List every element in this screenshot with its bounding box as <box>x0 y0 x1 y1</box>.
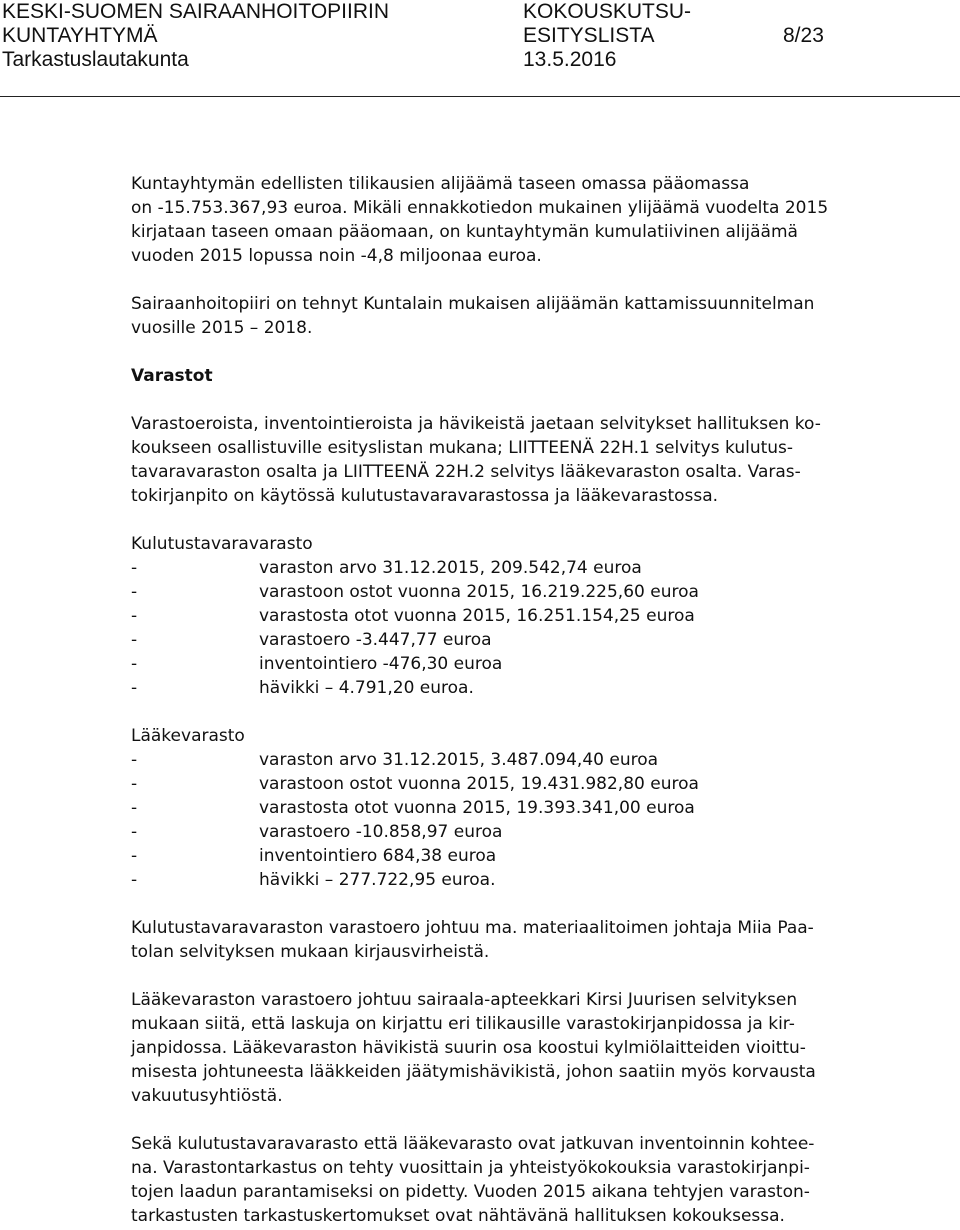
text-line: janpidossa. Lääkevaraston hävikistä suurin osa koostui kylmiölaitteiden vioittu- <box>131 1038 806 1058</box>
paragraph-consumables-difference <box>131 916 941 964</box>
document-body <box>131 172 941 1228</box>
text-line: vuoden 2015 lopussa noin -4,8 miljoonaa euroa. <box>131 246 542 266</box>
document-header <box>0 0 960 98</box>
header-doc-type-1: KOKOUSKUTSU- <box>523 0 692 23</box>
text-line: tokirjanpito on käytössä kulutustavaravarastossa ja lääkevarastossa. <box>131 486 719 506</box>
header-doc-type-2: ESITYSLISTA <box>523 24 655 47</box>
text-line: misesta johtuneesta lääkkeiden jäätymishävikistä, johon saatiin myös korvausta <box>131 1062 816 1082</box>
paragraph-deficit <box>131 172 941 268</box>
list-item: - varaston arvo 31.12.2015, 3.487.094,40 euroa <box>131 750 659 770</box>
list-item: - hävikki – 4.791,20 euroa. <box>131 678 474 698</box>
header-org-type: KUNTAYHTYMÄ <box>2 24 158 47</box>
list-item: - varastosta otot vuonna 2015, 16.251.154,25 euroa <box>131 606 695 626</box>
consumables-list <box>131 556 941 700</box>
section-heading: Varastot <box>131 366 213 386</box>
text-line: Varastoeroista, inventointieroista ja hävikeistä jaetaan selvitykset hallituksen ko- <box>131 414 821 434</box>
paragraph-coverage-plan <box>131 292 941 340</box>
text-line: koukseen osallistuville esityslistan mukana; LIITTEENÄ 22H.1 selvitys kulutus- <box>131 438 794 458</box>
header-divider <box>0 96 960 97</box>
text-line: Sairaanhoitopiiri on tehnyt Kuntalain mukaisen alijäämän kattamissuunnitelman <box>131 294 815 314</box>
header-date: 13.5.2016 <box>523 48 617 71</box>
text-line: na. Varastontarkastus on tehty vuosittain ja yhteistyökokouksia varastokirjanpi- <box>131 1158 810 1178</box>
pharmacy-list <box>131 748 941 892</box>
list-item: - inventointiero 684,38 euroa <box>131 846 497 866</box>
text-line: Sekä kulutustavaravarasto että lääkevarasto ovat jatkuvan inventoinnin kohtee- <box>131 1134 815 1154</box>
paragraph-continuous-inventory <box>131 1132 941 1228</box>
list-title-consumables: Kulutustavaravarasto <box>131 534 313 554</box>
list-item: - varastoon ostot vuonna 2015, 16.219.225,60 euroa <box>131 582 699 602</box>
list-item: - hävikki – 277.722,95 euroa. <box>131 870 496 890</box>
text-line: on -15.753.367,93 euroa. Mikäli ennakkotiedon mukainen ylijäämä vuodelta 2015 <box>131 198 829 218</box>
text-line: Kulutustavaravaraston varastoero johtuu ma. materiaalitoimen johtaja Miia Paa- <box>131 918 814 938</box>
text-line: tolan selvityksen mukaan kirjausvirheistä. <box>131 942 490 962</box>
text-line: mukaan siitä, että laskuja on kirjattu eri tilikausille varastokirjanpidossa ja kir- <box>131 1014 795 1034</box>
list-item: - varaston arvo 31.12.2015, 209.542,74 euroa <box>131 558 642 578</box>
list-item: - varastoon ostot vuonna 2015, 19.431.982,80 euroa <box>131 774 699 794</box>
list-item: - varastoero -3.447,77 euroa <box>131 630 492 650</box>
page-number: 8/23 <box>783 24 824 47</box>
text-line: Kuntayhtymän edellisten tilikausien alijäämä taseen omassa pääomassa <box>131 174 750 194</box>
list-item: - varastoero -10.858,97 euroa <box>131 822 503 842</box>
text-line: tarkastusten tarkastuskertomukset ovat nähtävänä hallituksen kokouksessa. <box>131 1206 785 1226</box>
list-item: - varastosta otot vuonna 2015, 19.393.341,00 euroa <box>131 798 695 818</box>
paragraph-inventory-reports <box>131 412 941 508</box>
header-committee: Tarkastuslautakunta <box>2 48 189 71</box>
list-item: - inventointiero -476,30 euroa <box>131 654 503 674</box>
text-line: tojen laadun parantamiseksi on pidetty. Vuoden 2015 aikana tehtyjen varaston- <box>131 1182 810 1202</box>
text-line: vuosille 2015 – 2018. <box>131 318 313 338</box>
text-line: tavaravaraston osalta ja LIITTEENÄ 22H.2 selvitys lääkevaraston osalta. Varas- <box>131 462 801 482</box>
text-line: Lääkevaraston varastoero johtuu sairaala-apteekkari Kirsi Juurisen selvityksen <box>131 990 798 1010</box>
text-line: kirjataan taseen omaan pääomaan, on kuntayhtymän kumulatiivinen alijäämä <box>131 222 798 242</box>
text-line: vakuutusyhtiöstä. <box>131 1086 283 1106</box>
paragraph-pharmacy-difference <box>131 988 941 1108</box>
header-organization <box>2 0 389 72</box>
header-document-type <box>523 0 691 72</box>
list-title-pharmacy: Lääkevarasto <box>131 726 245 746</box>
header-org-name: KESKI-SUOMEN SAIRAANHOITOPIIRIN <box>2 0 390 23</box>
